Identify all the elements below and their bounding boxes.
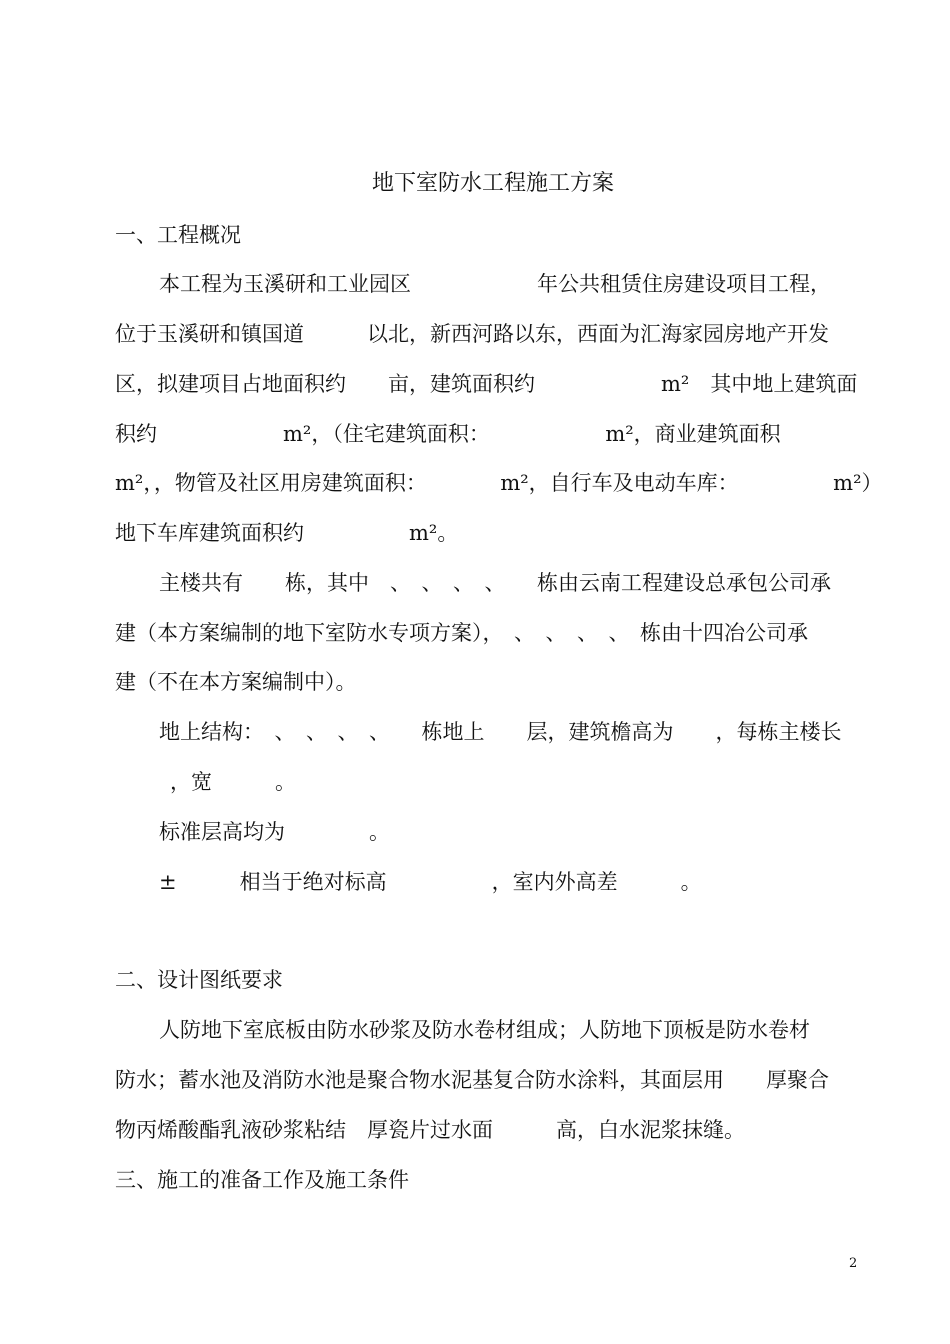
paragraph-line: ，宽 。	[170, 770, 296, 794]
paragraph-line: 位于玉溪研和镇国道 以北，新西河路以东，西面为汇海家园房地产开发	[115, 322, 829, 346]
paragraph-line: 物丙烯酸酯乳液砂浆粘结 厚瓷片过水面 高，白水泥浆抹缝。	[115, 1118, 745, 1142]
paragraph-line: 积约 m²，（住宅建筑面积： m²，商业建筑面积	[115, 422, 781, 446]
section-heading-overview: 一、工程概况	[115, 223, 241, 247]
paragraph-line: 区，拟建项目占地面积约 亩，建筑面积约 m² 其中地上建筑面	[115, 372, 858, 396]
paragraph-line: 标准层高均为 。	[159, 820, 390, 844]
paragraph-line: 主楼共有 栋，其中 、 、 、 、 栋由云南工程建设总承包公司承	[159, 571, 831, 595]
paragraph-line: m²，，物管及社区用房建筑面积： m²，自行车及电动车库： m²）	[115, 471, 883, 495]
section-heading-design: 二、设计图纸要求	[115, 968, 283, 992]
paragraph-line: 建（本方案编制的地下室防水专项方案）， 、 、 、 、 栋由十四冶公司承	[115, 621, 808, 645]
paragraph-line: ± 相当于绝对标高 ，室内外高差 。	[159, 870, 702, 894]
paragraph-line: 建（不在本方案编制中）。	[115, 670, 357, 694]
paragraph-line: 地下车库建筑面积约 m²。	[115, 521, 459, 545]
page-title: 地下室防水工程施工方案	[372, 171, 615, 196]
paragraph-line: 人防地下室底板由防水砂浆及防水卷材组成；人防地下顶板是防水卷材	[159, 1018, 810, 1042]
page-number: 2	[849, 1256, 858, 1271]
section-heading-preparation: 三、施工的准备工作及施工条件	[115, 1168, 409, 1192]
paragraph-line: 本工程为玉溪研和工业园区 年公共租赁住房建设项目工程，	[159, 272, 831, 296]
paragraph-line: 防水；蓄水池及消防水池是聚合物水泥基复合防水涂料，其面层用 厚聚合	[115, 1068, 829, 1092]
paragraph-line: 地上结构： 、 、 、 、 栋地上 层，建筑檐高为 ，每栋主楼长	[159, 720, 842, 744]
